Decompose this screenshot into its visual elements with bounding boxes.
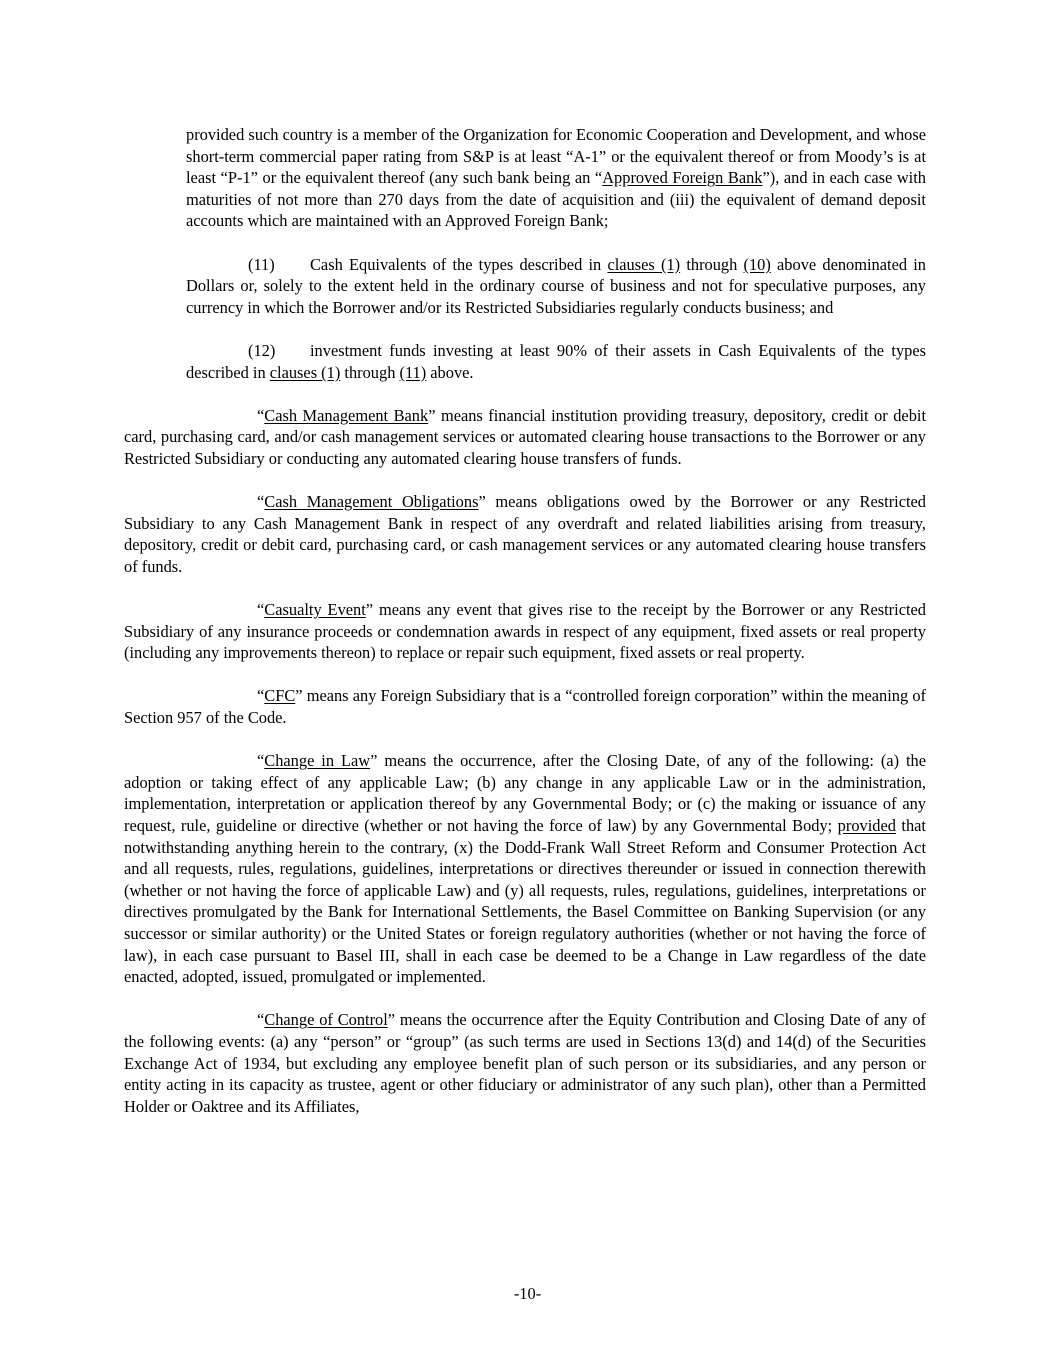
cross-reference: clauses (1): [269, 362, 341, 382]
definition-cash-management-obligations: “Cash Management Obligations” means obligations owed by the Borrower or any Restricted Subsidiary to any Cash Management Bank in respect of any overdraft and related liabilities arising from treasury, depository, credit or debit card, purchasing card, or cash management services or any automated clearing house transfers of funds.: [124, 492, 927, 576]
definition-casualty-event: “Casualty Event” means any event that gives rise to the receipt by the Borrower or any Restricted Subsidiary of any insurance proceeds or condemnation awards in respect of any equipment, fixed assets or real property (including any improvements thereon) to replace or repair such equipment, fixed assets or real property.: [124, 600, 926, 663]
clause-number: (12): [248, 340, 276, 360]
cross-reference: (11): [399, 362, 427, 382]
clause-11: (11) Cash Equivalents of the types described in clauses (1) through (10) above denominated in Dollars or, solely to the extent held in the ordinary course of business and not for speculative purposes, any currency in which the Borrower and/or its Restricted Subsidiaries regularly conducts business; and: [186, 254, 926, 317]
defined-term: Cash Management Obligations: [264, 492, 479, 512]
definition-change-of-control: “Change of Control” means the occurrence after the Equity Contribution and Closing Date of any of the following events: (a) any “person” or “group” (as such terms are used in Sections 13(d) and 14(d) of the Securities Exchange Act of 1934, but excluding any employee benefit plan of such person or its subsidiaries, and any person or entity acting in its capacity as trustee, agent or other fiduciary or administrator of any such plan), other than a Permitted Holder or Oaktree and its Affiliates,: [124, 1010, 926, 1116]
defined-term: Cash Management Bank: [264, 405, 429, 425]
defined-term: Change of Control: [264, 1010, 388, 1030]
document-body: [124, 124, 926, 1139]
clause-12: (12) investment funds investing at least 90% of their assets in Cash Equivalents of the types described in clauses (1) through (11) above.: [186, 340, 926, 382]
defined-term: Change in Law: [264, 751, 371, 771]
clause-number: (11): [248, 254, 275, 274]
paragraph-cash-equivalents-10-continued: provided such country is a member of the Organization for Economic Cooperation and Development, and whose short-term commercial paper rating from S&P is at least “A-1” or the equivalent thereof or from Moody’s is at least “P-1” or the equivalent thereof (any such bank being an “Approved Foreign Bank”), and in each case with maturities of not more than 270 days from the date of acquisition and (iii) the equivalent of demand deposit accounts which are maintained with an Approved Foreign Bank;: [186, 125, 926, 231]
definition-cash-management-bank: “Cash Management Bank” means financial institution providing treasury, depository, credit or debit card, purchasing card, and/or cash management services or automated clearing house transactions to the Borrower or any Restricted Subsidiary or conducting any automated clearing house transfers of funds.: [124, 405, 926, 468]
defined-term: Casualty Event: [264, 600, 366, 620]
provided-keyword: provided: [837, 816, 896, 835]
definition-cfc: “CFC” means any Foreign Subsidiary that is a “controlled foreign corporation” within the meaning of Section 957 of the Code.: [124, 686, 926, 728]
defined-term: CFC: [264, 686, 296, 706]
page-number: -10-: [513, 1284, 542, 1303]
cross-reference: (10): [743, 254, 771, 274]
defined-term-approved-foreign-bank: Approved Foreign Bank: [602, 168, 763, 188]
definition-change-in-law: “Change in Law” means the occurrence, after the Closing Date, of any of the following: (a) the adoption or taking effect of any applicable Law; (b) any change in any applicable Law or in the administration, implementation, interpretation or application thereof by any Governmental Body; or (c) the making or issuance of any request, rule, guideline or directive (whether or not having the force of law) by any Governmental Body; provided that notwithstanding anything herein to the contrary, (x) the Dodd-Frank Wall Street Reform and Consumer Protection Act and all requests, rules, regulations, guidelines, interpretations or directives thereunder or issued in connection therewith (whether or not having the force of applicable Law) and (y) all requests, rules, regulations, guidelines, interpretations or directives promulgated by the Bank for International Settlements, the Basel Committee on Banking Supervision (or any successor or similar authority) or the United States or foreign regulatory authorities (whether or not having the force of law), in each case pursuant to Basel III, shall in each case be deemed to be a Change in Law regardless of the date enacted, adopted, issued, promulgated or implemented.: [124, 751, 926, 987]
cross-reference: clauses (1): [607, 254, 681, 274]
